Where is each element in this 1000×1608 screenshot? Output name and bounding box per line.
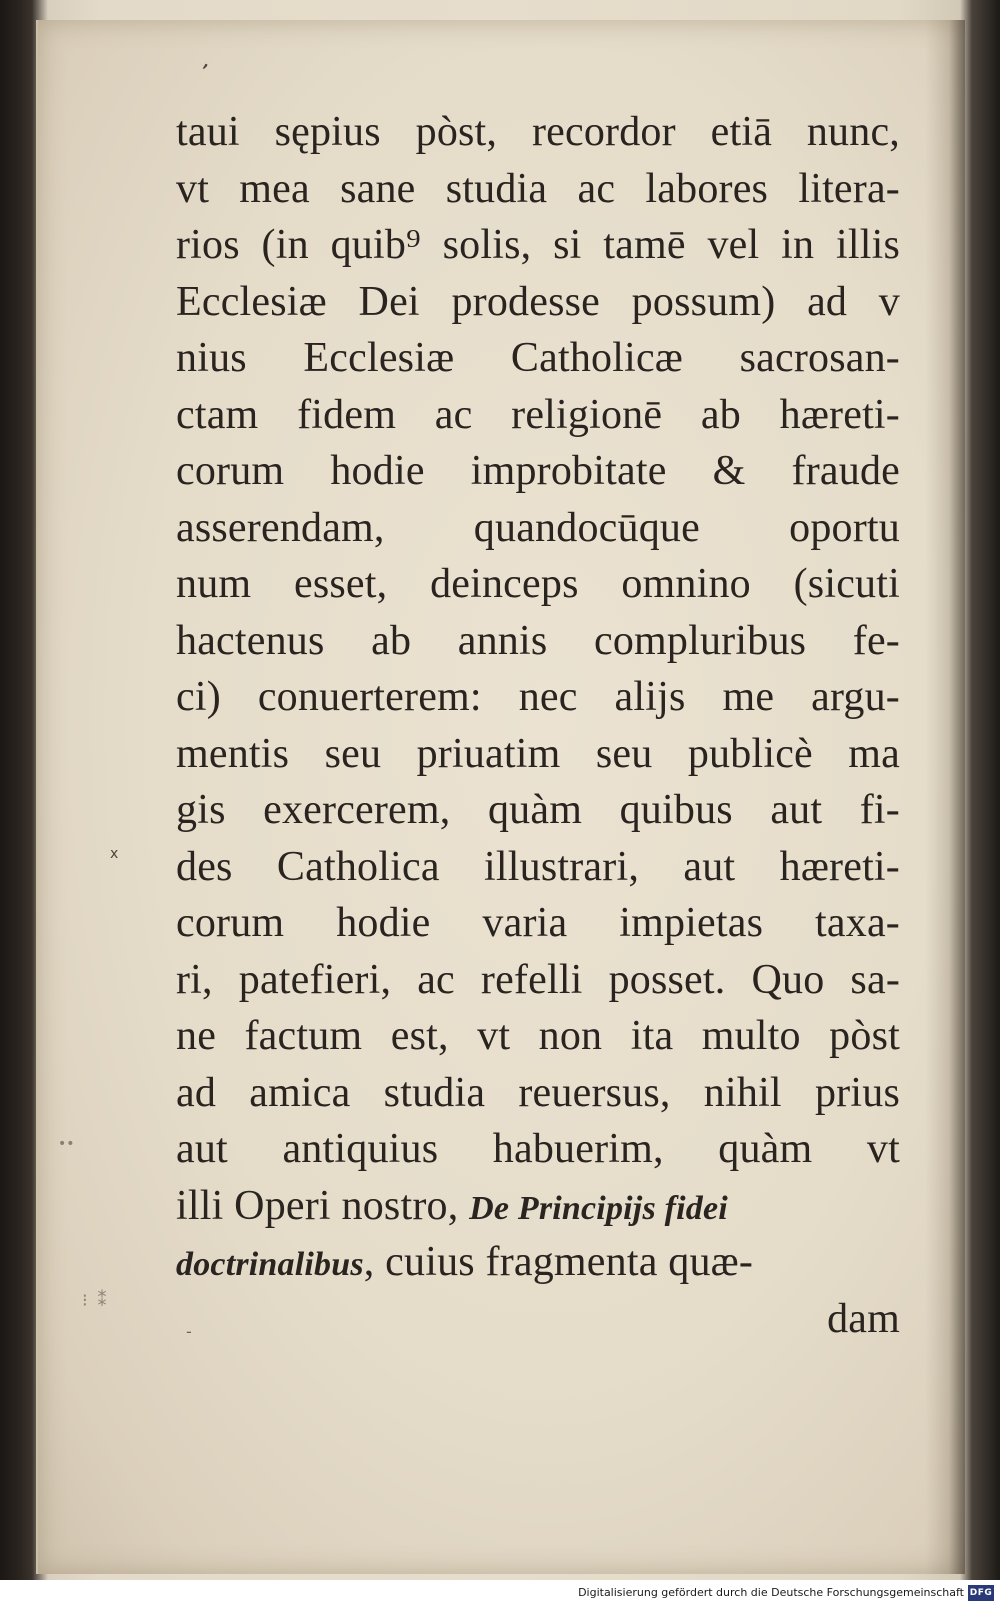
text-line-14: des Catholica illustrari, aut hæreti- — [176, 843, 900, 890]
faded-stamp-mark: ⁝ ⁑ — [82, 1290, 109, 1311]
margin-dash-mark: - — [186, 1322, 192, 1341]
text-line-21-roman: , cuius fragmenta quæ- — [363, 1239, 754, 1285]
page-shadow-edge — [925, 20, 965, 1574]
text-line-20 — [176, 1178, 900, 1235]
text-line-18: ad amica studia reuersus, nihil prius — [176, 1069, 900, 1116]
margin-dot-mark: •• — [58, 1136, 75, 1152]
text-line-2: vt mea sane studia ac labores litera- — [176, 165, 900, 212]
text-line-9: num esset, deinceps omnino (sicuti — [176, 561, 900, 607]
margin-speck-mark: x — [110, 846, 119, 862]
italic-work-title: De Principijs fidei — [469, 1189, 728, 1227]
text-line-16: ri, patefieri, ac refelli posset. Quo sa- — [176, 956, 900, 1003]
body-text — [176, 104, 900, 1347]
funding-credit: Digitalisierung gefördert durch die Deutsche Forschungsgemeinschaft — [578, 1586, 964, 1599]
text-line-1: taui sępius pòst, recordor etiā nunc, — [176, 109, 900, 155]
text-line-11: ci) conuerterem: nec alijs me argu- — [176, 674, 900, 720]
text-line-8: asserendam, quandocūque oportu — [176, 504, 900, 551]
text-line-6: ctam fidem ac religionē ab hæreti- — [176, 391, 900, 438]
text-line-10: hactenus ab annis compluribus fe- — [176, 617, 900, 664]
text-line-4: Ecclesiæ Dei prodesse possum) ad v — [176, 278, 900, 325]
text-line-20-roman: illi Operi nostro, — [176, 1182, 459, 1229]
text-line-19: aut antiquius habuerim, quàm vt — [176, 1126, 900, 1172]
text-line-3: rios (in quib⁹ solis, si tamē vel in illis — [176, 222, 900, 268]
text-line-15: corum hodie varia impietas taxa- — [176, 900, 900, 946]
ink-speck-mark: , — [199, 47, 216, 74]
catchword: dam — [827, 1295, 900, 1342]
footer-bar — [0, 1580, 1000, 1608]
text-line-17: ne factum est, vt non ita multo pòst — [176, 1013, 900, 1059]
text-line-13: gis exercerem, quàm quibus aut fi- — [176, 787, 900, 833]
text-line-21 — [176, 1234, 900, 1291]
text-line-7: corum hodie improbitate & fraude — [176, 448, 900, 494]
italic-work-title-continued: doctrinalibus — [176, 1246, 364, 1283]
dfg-logo-icon: DFG — [968, 1585, 994, 1601]
text-line-12: mentis seu priuatim seu publicè ma — [176, 730, 900, 777]
text-line-5: nius Ecclesiæ Catholicæ sacrosan- — [176, 335, 900, 381]
